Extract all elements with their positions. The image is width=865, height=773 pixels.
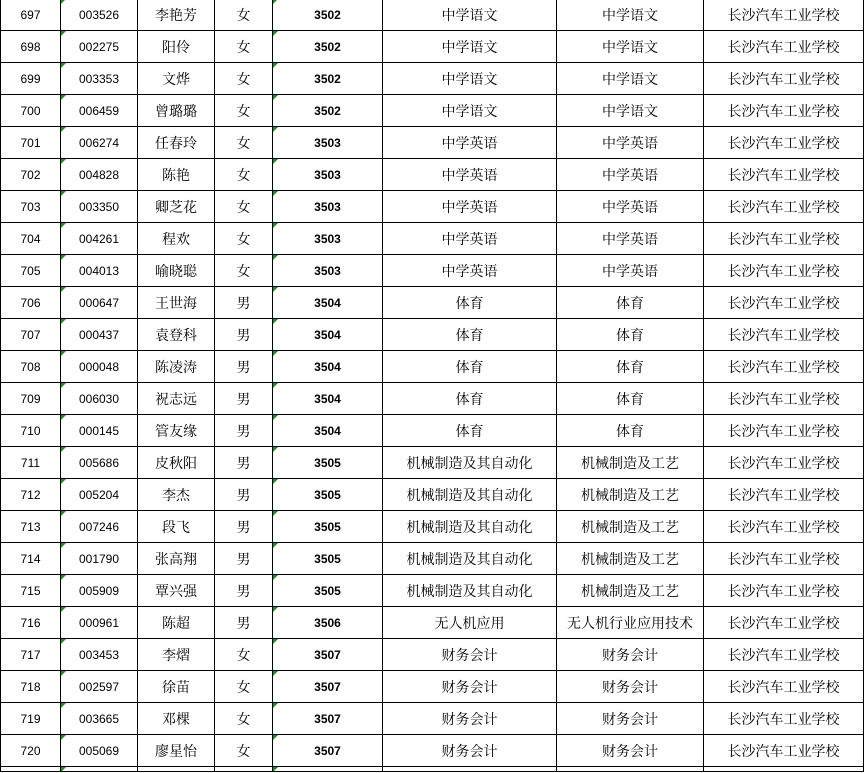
cell-school[interactable]: 长沙汽车工业学校 <box>704 607 864 639</box>
cell-major[interactable]: 体育 <box>557 415 704 447</box>
table-row <box>1 159 864 191</box>
cell-position-code[interactable]: 3507 <box>273 671 383 703</box>
table-row <box>1 255 864 287</box>
cell-candidate-id[interactable]: 004013 <box>61 255 138 287</box>
cell-school[interactable]: 长沙汽车工业学校 <box>704 671 864 703</box>
cell-school[interactable]: 长沙汽车工业学校 <box>704 191 864 223</box>
cell-position-code[interactable]: 3507 <box>273 703 383 735</box>
cell-candidate-id[interactable]: 005069 <box>61 735 138 767</box>
cell-major[interactable]: 机械制造及工艺 <box>557 511 704 543</box>
cell-major[interactable]: 体育 <box>557 319 704 351</box>
cell-seq[interactable]: 703 <box>1 191 61 223</box>
cell-empty[interactable] <box>557 767 704 772</box>
table-row <box>1 31 864 63</box>
cell-gender[interactable]: 男 <box>215 287 273 319</box>
cell-school[interactable]: 长沙汽车工业学校 <box>704 543 864 575</box>
table-row <box>1 127 864 159</box>
cell-seq[interactable]: 711 <box>1 447 61 479</box>
cell-seq[interactable]: 710 <box>1 415 61 447</box>
cell-name[interactable]: 管友缘 <box>138 415 215 447</box>
cell-school[interactable]: 长沙汽车工业学校 <box>704 63 864 95</box>
cell-subject[interactable]: 财务会计 <box>383 639 557 671</box>
cell-major[interactable]: 中学英语 <box>557 127 704 159</box>
cell-school[interactable]: 长沙汽车工业学校 <box>704 159 864 191</box>
cell-subject[interactable]: 中学英语 <box>383 255 557 287</box>
cell-gender[interactable]: 男 <box>215 607 273 639</box>
cell-gender[interactable]: 女 <box>215 0 273 31</box>
cell-seq[interactable]: 699 <box>1 63 61 95</box>
cell-empty[interactable] <box>1 767 61 772</box>
table-row-partial <box>1 767 864 772</box>
cell-subject[interactable]: 体育 <box>383 319 557 351</box>
cell-empty[interactable] <box>273 767 383 772</box>
cell-seq[interactable]: 709 <box>1 383 61 415</box>
table-row <box>1 415 864 447</box>
cell-subject[interactable]: 财务会计 <box>383 703 557 735</box>
cell-name[interactable]: 邓棵 <box>138 703 215 735</box>
cell-subject[interactable]: 中学语文 <box>383 95 557 127</box>
cell-school[interactable]: 长沙汽车工业学校 <box>704 223 864 255</box>
cell-candidate-id[interactable]: 007246 <box>61 511 138 543</box>
cell-candidate-id[interactable]: 002597 <box>61 671 138 703</box>
cell-subject[interactable]: 体育 <box>383 287 557 319</box>
cell-name[interactable]: 李熠 <box>138 639 215 671</box>
cell-position-code[interactable]: 3505 <box>273 511 383 543</box>
cell-school[interactable]: 长沙汽车工业学校 <box>704 479 864 511</box>
cell-candidate-id[interactable]: 000437 <box>61 319 138 351</box>
cell-gender[interactable]: 男 <box>215 447 273 479</box>
cell-name[interactable]: 陈超 <box>138 607 215 639</box>
cell-candidate-id[interactable]: 000647 <box>61 287 138 319</box>
cell-major[interactable]: 中学英语 <box>557 191 704 223</box>
cell-major[interactable]: 中学语文 <box>557 0 704 31</box>
cell-name[interactable]: 皮秋阳 <box>138 447 215 479</box>
cell-school[interactable]: 长沙汽车工业学校 <box>704 735 864 767</box>
cell-candidate-id[interactable]: 003453 <box>61 639 138 671</box>
cell-gender[interactable]: 男 <box>215 543 273 575</box>
cell-school[interactable]: 长沙汽车工业学校 <box>704 0 864 31</box>
cell-position-code[interactable]: 3504 <box>273 319 383 351</box>
table-row <box>1 735 864 767</box>
table-row <box>1 575 864 607</box>
cell-gender[interactable]: 女 <box>215 223 273 255</box>
cell-gender[interactable]: 女 <box>215 255 273 287</box>
cell-school[interactable]: 长沙汽车工业学校 <box>704 703 864 735</box>
table-row <box>1 671 864 703</box>
cell-school[interactable]: 长沙汽车工业学校 <box>704 383 864 415</box>
cell-major[interactable]: 无人机行业应用技术 <box>557 607 704 639</box>
cell-subject[interactable]: 中学英语 <box>383 127 557 159</box>
cell-major[interactable]: 体育 <box>557 351 704 383</box>
cell-school[interactable]: 长沙汽车工业学校 <box>704 575 864 607</box>
cell-subject[interactable]: 体育 <box>383 415 557 447</box>
cell-seq[interactable]: 719 <box>1 703 61 735</box>
cell-seq[interactable]: 718 <box>1 671 61 703</box>
cell-empty[interactable] <box>215 767 273 772</box>
cell-name[interactable]: 喻晓聪 <box>138 255 215 287</box>
cell-seq[interactable]: 706 <box>1 287 61 319</box>
cell-seq[interactable]: 701 <box>1 127 61 159</box>
cell-major[interactable]: 财务会计 <box>557 639 704 671</box>
cell-name[interactable]: 廖星怡 <box>138 735 215 767</box>
cell-seq[interactable]: 716 <box>1 607 61 639</box>
cell-gender[interactable]: 女 <box>215 703 273 735</box>
table-row <box>1 607 864 639</box>
cell-position-code[interactable]: 3502 <box>273 63 383 95</box>
cell-school[interactable]: 长沙汽车工业学校 <box>704 127 864 159</box>
cell-major[interactable]: 财务会计 <box>557 703 704 735</box>
cell-candidate-id[interactable]: 005909 <box>61 575 138 607</box>
cell-name[interactable]: 陈艳 <box>138 159 215 191</box>
cell-name[interactable]: 阳伶 <box>138 31 215 63</box>
cell-candidate-id[interactable]: 006459 <box>61 95 138 127</box>
cell-name[interactable]: 段飞 <box>138 511 215 543</box>
cell-gender[interactable]: 男 <box>215 415 273 447</box>
cell-school[interactable]: 长沙汽车工业学校 <box>704 95 864 127</box>
cell-major[interactable]: 中学语文 <box>557 95 704 127</box>
cell-name[interactable]: 祝志远 <box>138 383 215 415</box>
table-row <box>1 95 864 127</box>
cell-position-code[interactable]: 3503 <box>273 223 383 255</box>
cell-seq[interactable]: 720 <box>1 735 61 767</box>
cell-candidate-id[interactable]: 004261 <box>61 223 138 255</box>
cell-gender[interactable]: 男 <box>215 351 273 383</box>
cell-subject[interactable]: 财务会计 <box>383 671 557 703</box>
cell-seq[interactable]: 702 <box>1 159 61 191</box>
cell-position-code[interactable]: 3502 <box>273 31 383 63</box>
cell-subject[interactable]: 中学英语 <box>383 191 557 223</box>
cell-candidate-id[interactable]: 000145 <box>61 415 138 447</box>
cell-seq[interactable]: 705 <box>1 255 61 287</box>
cell-subject[interactable]: 机械制造及其自动化 <box>383 479 557 511</box>
table-row <box>1 63 864 95</box>
cell-school[interactable]: 长沙汽车工业学校 <box>704 415 864 447</box>
cell-seq[interactable]: 714 <box>1 543 61 575</box>
cell-seq[interactable]: 708 <box>1 351 61 383</box>
cell-name[interactable]: 卿芝花 <box>138 191 215 223</box>
cell-school[interactable]: 长沙汽车工业学校 <box>704 447 864 479</box>
cell-name[interactable]: 覃兴强 <box>138 575 215 607</box>
cell-candidate-id[interactable]: 005204 <box>61 479 138 511</box>
cell-subject[interactable]: 机械制造及其自动化 <box>383 575 557 607</box>
cell-subject[interactable]: 体育 <box>383 351 557 383</box>
table-row <box>1 0 864 31</box>
cell-candidate-id[interactable]: 005686 <box>61 447 138 479</box>
cell-gender[interactable]: 女 <box>215 95 273 127</box>
cell-candidate-id[interactable]: 003665 <box>61 703 138 735</box>
cell-school[interactable]: 长沙汽车工业学校 <box>704 319 864 351</box>
cell-subject[interactable]: 机械制造及其自动化 <box>383 447 557 479</box>
cell-major[interactable]: 中学英语 <box>557 223 704 255</box>
cell-candidate-id[interactable]: 001790 <box>61 543 138 575</box>
table-row <box>1 191 864 223</box>
cell-empty[interactable] <box>383 767 557 772</box>
cell-school[interactable]: 长沙汽车工业学校 <box>704 351 864 383</box>
table-row <box>1 639 864 671</box>
cell-position-code[interactable]: 3507 <box>273 639 383 671</box>
cell-subject[interactable]: 财务会计 <box>383 735 557 767</box>
cell-major[interactable]: 中学英语 <box>557 159 704 191</box>
table-row <box>1 319 864 351</box>
cell-major[interactable]: 中学语文 <box>557 63 704 95</box>
table-row <box>1 543 864 575</box>
cell-seq[interactable]: 704 <box>1 223 61 255</box>
table-row <box>1 223 864 255</box>
cell-candidate-id[interactable]: 006274 <box>61 127 138 159</box>
cell-subject[interactable]: 中学语文 <box>383 63 557 95</box>
cell-position-code[interactable]: 3503 <box>273 159 383 191</box>
cell-name[interactable]: 曾璐璐 <box>138 95 215 127</box>
table-row <box>1 287 864 319</box>
cell-position-code[interactable]: 3503 <box>273 127 383 159</box>
cell-subject[interactable]: 中学英语 <box>383 223 557 255</box>
cell-major[interactable]: 中学语文 <box>557 31 704 63</box>
cell-position-code[interactable]: 3507 <box>273 735 383 767</box>
cell-empty[interactable] <box>61 767 138 772</box>
cell-position-code[interactable]: 3505 <box>273 575 383 607</box>
cell-gender[interactable]: 女 <box>215 31 273 63</box>
cell-major[interactable]: 机械制造及工艺 <box>557 575 704 607</box>
cell-major[interactable]: 财务会计 <box>557 735 704 767</box>
cell-candidate-id[interactable]: 000961 <box>61 607 138 639</box>
table-row <box>1 479 864 511</box>
cell-name[interactable]: 张高翔 <box>138 543 215 575</box>
cell-position-code[interactable]: 3504 <box>273 287 383 319</box>
cell-position-code[interactable]: 3504 <box>273 383 383 415</box>
table-body <box>1 0 864 772</box>
cell-gender[interactable]: 女 <box>215 127 273 159</box>
cell-school[interactable]: 长沙汽车工业学校 <box>704 639 864 671</box>
cell-school[interactable]: 长沙汽车工业学校 <box>704 255 864 287</box>
cell-seq[interactable]: 715 <box>1 575 61 607</box>
cell-candidate-id[interactable]: 003353 <box>61 63 138 95</box>
cell-major[interactable]: 中学英语 <box>557 255 704 287</box>
cell-subject[interactable]: 中学语文 <box>383 31 557 63</box>
cell-major[interactable]: 财务会计 <box>557 671 704 703</box>
cell-name[interactable]: 程欢 <box>138 223 215 255</box>
cell-name[interactable]: 陈凌涛 <box>138 351 215 383</box>
cell-name[interactable]: 李杰 <box>138 479 215 511</box>
cell-subject[interactable]: 机械制造及其自动化 <box>383 543 557 575</box>
cell-gender[interactable]: 女 <box>215 639 273 671</box>
cell-name[interactable]: 文烨 <box>138 63 215 95</box>
cell-position-code[interactable]: 3502 <box>273 95 383 127</box>
cell-seq[interactable]: 713 <box>1 511 61 543</box>
cell-major[interactable]: 机械制造及工艺 <box>557 479 704 511</box>
cell-position-code[interactable]: 3503 <box>273 191 383 223</box>
cell-gender[interactable]: 男 <box>215 479 273 511</box>
cell-name[interactable]: 李艳芳 <box>138 0 215 31</box>
cell-candidate-id[interactable]: 006030 <box>61 383 138 415</box>
cell-gender[interactable]: 女 <box>215 159 273 191</box>
cell-position-code[interactable]: 3504 <box>273 351 383 383</box>
cell-empty[interactable] <box>704 767 864 772</box>
cell-position-code[interactable]: 3505 <box>273 479 383 511</box>
cell-empty[interactable] <box>138 767 215 772</box>
cell-subject[interactable]: 中学英语 <box>383 159 557 191</box>
table-row <box>1 447 864 479</box>
cell-name[interactable]: 王世海 <box>138 287 215 319</box>
cell-seq[interactable]: 712 <box>1 479 61 511</box>
cell-position-code[interactable]: 3503 <box>273 255 383 287</box>
cell-candidate-id[interactable]: 003350 <box>61 191 138 223</box>
cell-gender[interactable]: 男 <box>215 575 273 607</box>
cell-school[interactable]: 长沙汽车工业学校 <box>704 287 864 319</box>
cell-candidate-id[interactable]: 004828 <box>61 159 138 191</box>
cell-position-code[interactable]: 3505 <box>273 543 383 575</box>
cell-subject[interactable]: 中学语文 <box>383 0 557 31</box>
table-row <box>1 511 864 543</box>
cell-candidate-id[interactable]: 003526 <box>61 0 138 31</box>
cell-seq[interactable]: 717 <box>1 639 61 671</box>
cell-subject[interactable]: 体育 <box>383 383 557 415</box>
cell-position-code[interactable]: 3502 <box>273 0 383 31</box>
cell-seq[interactable]: 707 <box>1 319 61 351</box>
cell-subject[interactable]: 无人机应用 <box>383 607 557 639</box>
cell-seq[interactable]: 697 <box>1 0 61 31</box>
cell-gender[interactable]: 男 <box>215 383 273 415</box>
cell-major[interactable]: 体育 <box>557 287 704 319</box>
cell-gender[interactable]: 男 <box>215 511 273 543</box>
cell-school[interactable]: 长沙汽车工业学校 <box>704 511 864 543</box>
cell-major[interactable]: 机械制造及工艺 <box>557 447 704 479</box>
cell-gender[interactable]: 女 <box>215 735 273 767</box>
cell-school[interactable]: 长沙汽车工业学校 <box>704 31 864 63</box>
cell-subject[interactable]: 机械制造及其自动化 <box>383 511 557 543</box>
cell-position-code[interactable]: 3504 <box>273 415 383 447</box>
cell-candidate-id[interactable]: 002275 <box>61 31 138 63</box>
cell-gender[interactable]: 女 <box>215 671 273 703</box>
cell-major[interactable]: 机械制造及工艺 <box>557 543 704 575</box>
cell-position-code[interactable]: 3505 <box>273 447 383 479</box>
cell-candidate-id[interactable]: 000048 <box>61 351 138 383</box>
cell-seq[interactable]: 698 <box>1 31 61 63</box>
table-row <box>1 703 864 735</box>
cell-major[interactable]: 体育 <box>557 383 704 415</box>
cell-name[interactable]: 任春玲 <box>138 127 215 159</box>
cell-gender[interactable]: 女 <box>215 63 273 95</box>
cell-gender[interactable]: 男 <box>215 319 273 351</box>
cell-seq[interactable]: 700 <box>1 95 61 127</box>
cell-gender[interactable]: 女 <box>215 191 273 223</box>
table-row <box>1 351 864 383</box>
cell-name[interactable]: 袁登科 <box>138 319 215 351</box>
cell-position-code[interactable]: 3506 <box>273 607 383 639</box>
table-row <box>1 383 864 415</box>
cell-name[interactable]: 徐苗 <box>138 671 215 703</box>
